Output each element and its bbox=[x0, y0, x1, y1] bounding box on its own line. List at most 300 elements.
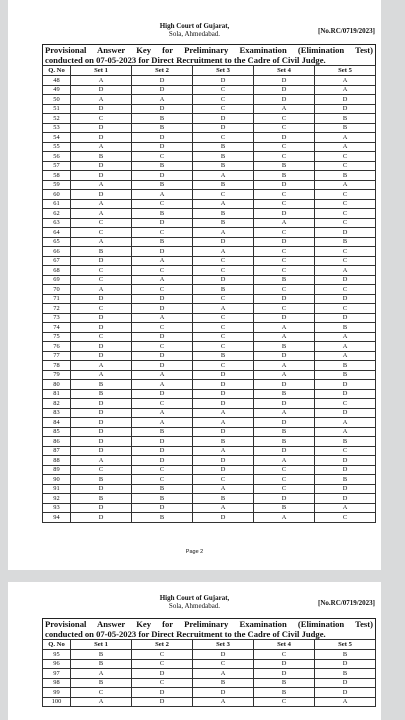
answer-cell: D bbox=[71, 104, 132, 114]
question-number-cell: 73 bbox=[43, 313, 71, 323]
column-header: Set 2 bbox=[132, 66, 193, 76]
answer-cell: A bbox=[71, 237, 132, 247]
answer-cell: B bbox=[193, 494, 254, 504]
question-number-cell: 62 bbox=[43, 209, 71, 219]
answer-cell: C bbox=[193, 133, 254, 143]
answer-cell: A bbox=[315, 332, 376, 342]
answer-cell: D bbox=[71, 513, 132, 523]
answer-cell: D bbox=[71, 85, 132, 95]
answer-cell: C bbox=[71, 332, 132, 342]
answer-cell: D bbox=[71, 171, 132, 181]
question-number-cell: 48 bbox=[43, 76, 71, 86]
answer-cell: B bbox=[254, 503, 315, 513]
answer-cell: D bbox=[193, 237, 254, 247]
answer-cell: D bbox=[71, 133, 132, 143]
answer-cell: D bbox=[132, 294, 193, 304]
answer-cell: A bbox=[71, 370, 132, 380]
question-number-cell: 50 bbox=[43, 95, 71, 105]
answer-cell: A bbox=[132, 370, 193, 380]
answer-cell: B bbox=[132, 209, 193, 219]
answer-cell: C bbox=[254, 123, 315, 133]
answer-cell: B bbox=[71, 494, 132, 504]
answer-cell: A bbox=[132, 380, 193, 390]
answer-cell: B bbox=[315, 123, 376, 133]
answer-cell: B bbox=[193, 218, 254, 228]
answer-cell: D bbox=[71, 408, 132, 418]
answer-cell: D bbox=[315, 294, 376, 304]
answer-cell: C bbox=[254, 650, 315, 660]
answer-cell: D bbox=[132, 133, 193, 143]
answer-cell: A bbox=[315, 427, 376, 437]
answer-cell: A bbox=[71, 697, 132, 707]
answer-cell: C bbox=[193, 323, 254, 333]
column-header: Set 4 bbox=[254, 66, 315, 76]
answer-cell: C bbox=[254, 304, 315, 314]
table-row bbox=[43, 199, 376, 209]
answer-cell: D bbox=[71, 313, 132, 323]
answer-cell: A bbox=[254, 408, 315, 418]
answer-cell: D bbox=[254, 351, 315, 361]
answer-cell: A bbox=[193, 418, 254, 428]
answer-cell: B bbox=[315, 370, 376, 380]
answer-cell: A bbox=[254, 513, 315, 523]
table-row bbox=[43, 659, 376, 669]
table-row bbox=[43, 161, 376, 171]
answer-cell: C bbox=[254, 285, 315, 295]
answer-cell: B bbox=[71, 475, 132, 485]
question-number-cell: 78 bbox=[43, 361, 71, 371]
answer-cell: A bbox=[132, 275, 193, 285]
table-row bbox=[43, 171, 376, 181]
answer-cell: D bbox=[315, 95, 376, 105]
table-header-row bbox=[43, 66, 376, 76]
answer-cell: D bbox=[71, 161, 132, 171]
answer-cell: C bbox=[193, 190, 254, 200]
answer-cell: B bbox=[254, 688, 315, 698]
question-number-cell: 75 bbox=[43, 332, 71, 342]
answer-cell: B bbox=[315, 323, 376, 333]
answer-cell: D bbox=[254, 659, 315, 669]
answer-cell: D bbox=[254, 313, 315, 323]
table-row bbox=[43, 669, 376, 679]
answer-cell: B bbox=[193, 437, 254, 447]
answer-cell: D bbox=[193, 688, 254, 698]
column-header: Set 4 bbox=[254, 640, 315, 650]
answer-cell: D bbox=[254, 669, 315, 679]
table-row bbox=[43, 237, 376, 247]
answer-cell: D bbox=[254, 209, 315, 219]
answer-cell: C bbox=[254, 199, 315, 209]
table-row bbox=[43, 180, 376, 190]
answer-cell: D bbox=[132, 669, 193, 679]
answer-cell: C bbox=[132, 285, 193, 295]
column-header: Set 1 bbox=[71, 640, 132, 650]
answer-cell: D bbox=[254, 95, 315, 105]
answer-cell: D bbox=[71, 484, 132, 494]
question-number-cell: 83 bbox=[43, 408, 71, 418]
answer-cell: D bbox=[71, 256, 132, 266]
answer-cell: C bbox=[254, 465, 315, 475]
answer-cell: D bbox=[254, 85, 315, 95]
answer-cell: B bbox=[315, 669, 376, 679]
answer-cell: D bbox=[193, 76, 254, 86]
answer-cell: A bbox=[254, 361, 315, 371]
question-number-cell: 52 bbox=[43, 114, 71, 124]
table-row bbox=[43, 503, 376, 513]
answer-cell: D bbox=[71, 437, 132, 447]
answer-cell: D bbox=[315, 659, 376, 669]
answer-cell: D bbox=[132, 456, 193, 466]
answer-cell: B bbox=[193, 180, 254, 190]
answer-cell: C bbox=[193, 361, 254, 371]
answer-cell: C bbox=[193, 475, 254, 485]
answer-cell: D bbox=[132, 142, 193, 152]
column-header: Set 2 bbox=[132, 640, 193, 650]
column-header: Q. No bbox=[43, 640, 71, 650]
table-row bbox=[43, 247, 376, 257]
answer-cell: B bbox=[71, 650, 132, 660]
table-row bbox=[43, 304, 376, 314]
answer-cell: B bbox=[71, 247, 132, 257]
table-row bbox=[43, 370, 376, 380]
title-line-2: conducted on 07-05-2023 for Direct Recruitment to the Cadre of Civil Judge. bbox=[45, 55, 326, 65]
answer-cell: A bbox=[193, 199, 254, 209]
question-number-cell: 87 bbox=[43, 446, 71, 456]
table-row bbox=[43, 313, 376, 323]
table-row bbox=[43, 361, 376, 371]
answer-cell: D bbox=[71, 503, 132, 513]
answer-cell: D bbox=[132, 104, 193, 114]
table-row bbox=[43, 650, 376, 660]
answer-cell: C bbox=[71, 688, 132, 698]
answer-cell: D bbox=[132, 304, 193, 314]
question-number-cell: 97 bbox=[43, 669, 71, 679]
answer-key-table bbox=[42, 65, 376, 523]
table-row bbox=[43, 142, 376, 152]
answer-cell: C bbox=[315, 399, 376, 409]
answer-cell: A bbox=[193, 503, 254, 513]
question-number-cell: 57 bbox=[43, 161, 71, 171]
question-number-cell: 85 bbox=[43, 427, 71, 437]
answer-cell: C bbox=[71, 114, 132, 124]
answer-cell: D bbox=[132, 351, 193, 361]
answer-cell: D bbox=[254, 133, 315, 143]
answer-cell: D bbox=[71, 418, 132, 428]
answer-cell: C bbox=[315, 446, 376, 456]
question-number-cell: 63 bbox=[43, 218, 71, 228]
answer-cell: C bbox=[254, 484, 315, 494]
answer-cell: C bbox=[315, 247, 376, 257]
answer-cell: A bbox=[71, 76, 132, 86]
answer-cell: D bbox=[254, 446, 315, 456]
answer-cell: A bbox=[132, 418, 193, 428]
answer-cell: A bbox=[193, 669, 254, 679]
answer-cell: B bbox=[71, 152, 132, 162]
answer-cell: C bbox=[193, 313, 254, 323]
table-body bbox=[43, 650, 376, 707]
question-number-cell: 88 bbox=[43, 456, 71, 466]
answer-cell: C bbox=[254, 697, 315, 707]
answer-cell: B bbox=[193, 161, 254, 171]
answer-cell: D bbox=[315, 104, 376, 114]
court-name: High Court of Gujarat, bbox=[159, 594, 230, 602]
question-number-cell: 49 bbox=[43, 85, 71, 95]
table-row bbox=[43, 351, 376, 361]
answer-cell: B bbox=[193, 209, 254, 219]
answer-cell: C bbox=[315, 513, 376, 523]
question-number-cell: 93 bbox=[43, 503, 71, 513]
answer-cell: D bbox=[254, 76, 315, 86]
question-number-cell: 99 bbox=[43, 688, 71, 698]
answer-cell: D bbox=[71, 399, 132, 409]
question-number-cell: 70 bbox=[43, 285, 71, 295]
answer-cell: D bbox=[71, 323, 132, 333]
question-number-cell: 71 bbox=[43, 294, 71, 304]
answer-cell: C bbox=[132, 465, 193, 475]
question-number-cell: 79 bbox=[43, 370, 71, 380]
question-number-cell: 77 bbox=[43, 351, 71, 361]
answer-cell: B bbox=[193, 285, 254, 295]
answer-cell: C bbox=[71, 218, 132, 228]
answer-cell: B bbox=[132, 237, 193, 247]
question-number-cell: 82 bbox=[43, 399, 71, 409]
answer-cell: C bbox=[254, 475, 315, 485]
answer-cell: A bbox=[193, 446, 254, 456]
table-row bbox=[43, 218, 376, 228]
answer-cell: C bbox=[315, 218, 376, 228]
question-number-cell: 94 bbox=[43, 513, 71, 523]
answer-cell: A bbox=[71, 361, 132, 371]
answer-cell: C bbox=[132, 266, 193, 276]
answer-cell: C bbox=[254, 228, 315, 238]
answer-cell: C bbox=[254, 152, 315, 162]
answer-cell: B bbox=[71, 389, 132, 399]
answer-cell: D bbox=[315, 465, 376, 475]
answer-cell: C bbox=[315, 304, 376, 314]
table-row bbox=[43, 513, 376, 523]
answer-cell: A bbox=[193, 304, 254, 314]
table-row bbox=[43, 484, 376, 494]
answer-cell: A bbox=[315, 351, 376, 361]
column-header: Set 5 bbox=[315, 640, 376, 650]
answer-cell: D bbox=[315, 313, 376, 323]
answer-cell: C bbox=[193, 294, 254, 304]
answer-cell: A bbox=[193, 228, 254, 238]
question-number-cell: 90 bbox=[43, 475, 71, 485]
answer-cell: D bbox=[193, 427, 254, 437]
answer-cell: C bbox=[193, 256, 254, 266]
question-number-cell: 92 bbox=[43, 494, 71, 504]
question-number-cell: 69 bbox=[43, 275, 71, 285]
question-number-cell: 60 bbox=[43, 190, 71, 200]
answer-cell: D bbox=[193, 465, 254, 475]
table-row bbox=[43, 678, 376, 688]
question-number-cell: 66 bbox=[43, 247, 71, 257]
answer-cell: B bbox=[254, 275, 315, 285]
question-number-cell: 81 bbox=[43, 389, 71, 399]
answer-cell: C bbox=[254, 247, 315, 257]
answer-cell: D bbox=[132, 218, 193, 228]
table-body bbox=[43, 76, 376, 523]
answer-cell: B bbox=[254, 437, 315, 447]
answer-cell: A bbox=[315, 180, 376, 190]
question-number-cell: 84 bbox=[43, 418, 71, 428]
answer-cell: B bbox=[132, 161, 193, 171]
table-row bbox=[43, 228, 376, 238]
answer-cell: A bbox=[71, 199, 132, 209]
answer-cell: B bbox=[193, 678, 254, 688]
table-row bbox=[43, 342, 376, 352]
answer-cell: B bbox=[193, 351, 254, 361]
table-row bbox=[43, 380, 376, 390]
table-row bbox=[43, 446, 376, 456]
answer-cell: D bbox=[315, 484, 376, 494]
answer-cell: A bbox=[254, 456, 315, 466]
answer-cell: C bbox=[193, 332, 254, 342]
answer-cell: A bbox=[193, 247, 254, 257]
answer-cell: C bbox=[193, 95, 254, 105]
answer-cell: B bbox=[254, 171, 315, 181]
answer-cell: B bbox=[315, 361, 376, 371]
answer-cell: D bbox=[193, 513, 254, 523]
answer-cell: C bbox=[132, 228, 193, 238]
answer-cell: D bbox=[132, 688, 193, 698]
answer-cell: B bbox=[132, 513, 193, 523]
answer-cell: A bbox=[132, 408, 193, 418]
table-row bbox=[43, 427, 376, 437]
answer-cell: D bbox=[315, 389, 376, 399]
answer-cell: B bbox=[71, 678, 132, 688]
answer-cell: A bbox=[254, 323, 315, 333]
question-number-cell: 89 bbox=[43, 465, 71, 475]
answer-cell: A bbox=[315, 503, 376, 513]
reference-number: [No.RC/0719/2023] bbox=[318, 27, 375, 35]
answer-cell: D bbox=[193, 380, 254, 390]
answer-cell: C bbox=[132, 152, 193, 162]
table-row bbox=[43, 323, 376, 333]
question-number-cell: 91 bbox=[43, 484, 71, 494]
table-row bbox=[43, 209, 376, 219]
answer-cell: D bbox=[254, 418, 315, 428]
table-row bbox=[43, 399, 376, 409]
answer-cell: C bbox=[71, 304, 132, 314]
answer-cell: C bbox=[71, 465, 132, 475]
answer-cell: D bbox=[132, 171, 193, 181]
answer-cell: B bbox=[193, 152, 254, 162]
answer-cell: C bbox=[132, 342, 193, 352]
answer-cell: D bbox=[315, 494, 376, 504]
table-row bbox=[43, 190, 376, 200]
answer-cell: B bbox=[254, 678, 315, 688]
answer-cell: C bbox=[193, 266, 254, 276]
answer-cell: A bbox=[193, 697, 254, 707]
answer-cell: D bbox=[71, 342, 132, 352]
column-header: Set 3 bbox=[193, 66, 254, 76]
table-row bbox=[43, 697, 376, 707]
answer-cell: C bbox=[315, 256, 376, 266]
answer-cell: A bbox=[315, 697, 376, 707]
answer-cell: D bbox=[254, 399, 315, 409]
answer-cell: B bbox=[315, 475, 376, 485]
answer-cell: C bbox=[132, 678, 193, 688]
answer-cell: D bbox=[193, 456, 254, 466]
question-number-cell: 95 bbox=[43, 650, 71, 660]
answer-cell: A bbox=[315, 85, 376, 95]
answer-cell: B bbox=[315, 237, 376, 247]
question-number-cell: 54 bbox=[43, 133, 71, 143]
answer-cell: C bbox=[132, 659, 193, 669]
answer-cell: A bbox=[193, 171, 254, 181]
answer-cell: A bbox=[71, 142, 132, 152]
answer-cell: C bbox=[254, 266, 315, 276]
answer-cell: B bbox=[254, 161, 315, 171]
table-row bbox=[43, 408, 376, 418]
table-row bbox=[43, 494, 376, 504]
answer-cell: C bbox=[315, 199, 376, 209]
question-number-cell: 100 bbox=[43, 697, 71, 707]
answer-cell: D bbox=[315, 228, 376, 238]
answer-cell: A bbox=[71, 209, 132, 219]
table-row bbox=[43, 114, 376, 124]
answer-cell: C bbox=[315, 161, 376, 171]
page-sheet-2 bbox=[8, 582, 381, 720]
answer-cell: C bbox=[254, 190, 315, 200]
answer-cell: A bbox=[254, 104, 315, 114]
answer-cell: C bbox=[254, 142, 315, 152]
page-number: Page 2 bbox=[185, 549, 204, 555]
table-row bbox=[43, 475, 376, 485]
answer-cell: D bbox=[132, 85, 193, 95]
answer-cell: B bbox=[315, 171, 376, 181]
table-row bbox=[43, 76, 376, 86]
answer-cell: D bbox=[315, 678, 376, 688]
answer-cell: A bbox=[315, 418, 376, 428]
question-number-cell: 56 bbox=[43, 152, 71, 162]
question-number-cell: 98 bbox=[43, 678, 71, 688]
answer-cell: B bbox=[254, 342, 315, 352]
answer-cell: D bbox=[132, 697, 193, 707]
question-number-cell: 64 bbox=[43, 228, 71, 238]
answer-cell: A bbox=[254, 218, 315, 228]
table-row bbox=[43, 688, 376, 698]
answer-cell: C bbox=[71, 266, 132, 276]
answer-cell: D bbox=[132, 332, 193, 342]
table-row bbox=[43, 332, 376, 342]
table-row bbox=[43, 275, 376, 285]
answer-cell: A bbox=[193, 484, 254, 494]
answer-cell: C bbox=[315, 190, 376, 200]
answer-cell: C bbox=[193, 342, 254, 352]
answer-cell: C bbox=[193, 104, 254, 114]
table-row bbox=[43, 85, 376, 95]
court-location: Sola, Ahmedabad. bbox=[168, 602, 221, 610]
table-row bbox=[43, 465, 376, 475]
answer-cell: A bbox=[71, 456, 132, 466]
table-row bbox=[43, 389, 376, 399]
answer-cell: A bbox=[254, 370, 315, 380]
answer-cell: C bbox=[315, 209, 376, 219]
question-number-cell: 59 bbox=[43, 180, 71, 190]
answer-key-table bbox=[42, 639, 376, 707]
answer-cell: D bbox=[193, 114, 254, 124]
answer-cell: D bbox=[254, 180, 315, 190]
table-row bbox=[43, 418, 376, 428]
answer-cell: B bbox=[193, 142, 254, 152]
answer-cell: C bbox=[193, 659, 254, 669]
question-number-cell: 67 bbox=[43, 256, 71, 266]
answer-cell: D bbox=[132, 503, 193, 513]
answer-cell: D bbox=[132, 446, 193, 456]
